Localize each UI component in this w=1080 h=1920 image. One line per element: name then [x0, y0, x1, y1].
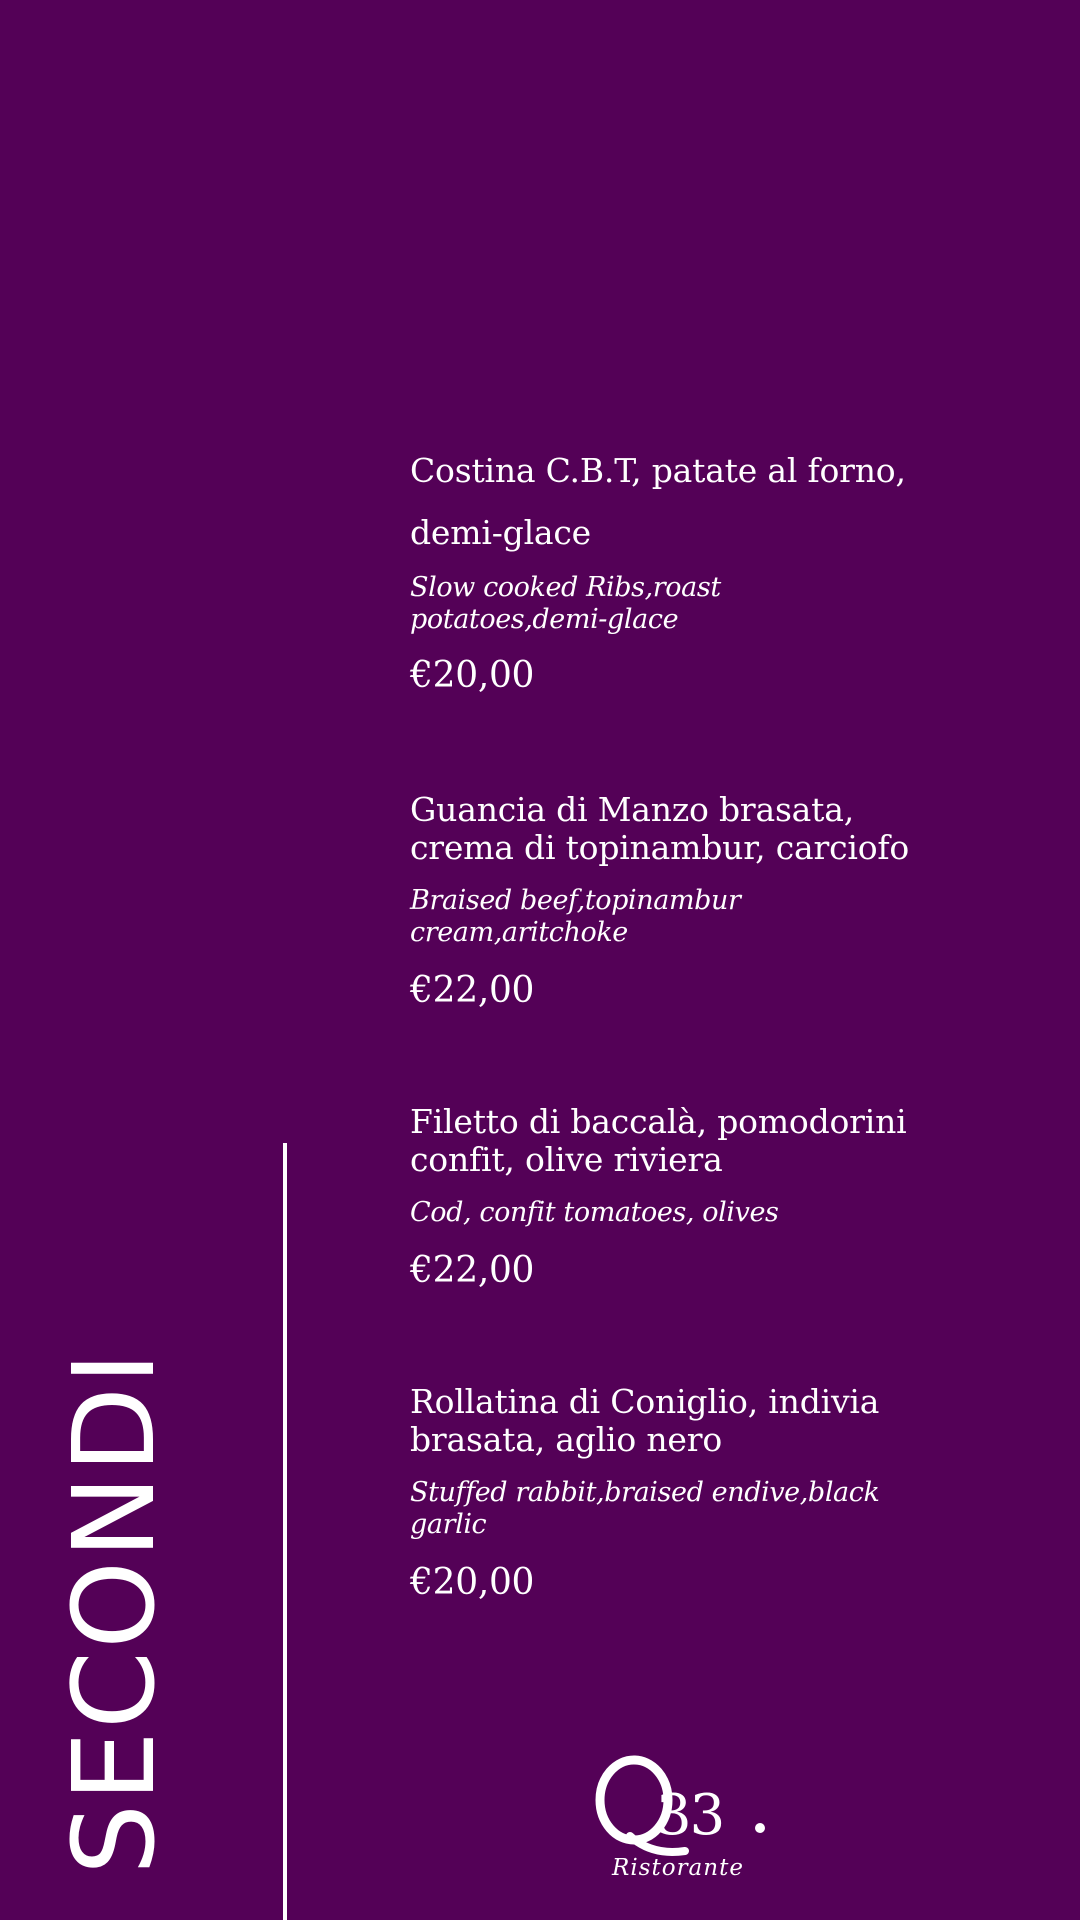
menu-item-title-line: Rollatina di Coniglio, indivia [410, 1382, 880, 1421]
menu-item-description [410, 572, 970, 636]
menu-item-description [410, 1197, 970, 1229]
section-title: SECONDI [50, 1349, 180, 1875]
menu-item-costina [410, 440, 970, 696]
menu-item-description-line: Cod, confit tomatoes, olives [410, 1197, 779, 1228]
menu-item-title-line: confit, olive riviera [410, 1140, 723, 1179]
menu-item-description-line: Braised beef,topinambur [410, 885, 741, 916]
vertical-divider [283, 1143, 287, 1920]
menu-item-price: €20,00 [410, 1562, 535, 1603]
menu-item-rollatina [410, 1383, 970, 1603]
menu-item-filetto [410, 1103, 970, 1291]
menu-item-description [410, 1477, 970, 1541]
menu-item-price: €22,00 [410, 1250, 535, 1291]
menu-item-title-line: demi-glace [410, 513, 592, 552]
menu-item-title-line: Filetto di baccalà, pomodorini [410, 1102, 907, 1141]
menu-item-title [410, 440, 970, 564]
menu-item-description [410, 885, 970, 949]
menu-item-description-line: cream,aritchoke [410, 917, 628, 948]
menu-item-title-line: brasata, aglio nero [410, 1420, 722, 1459]
menu-item-title [410, 791, 970, 867]
q33-logo-icon [590, 1748, 775, 1883]
menu-item-title-line: Guancia di Manzo brasata, [410, 790, 854, 829]
menu-item-title [410, 1383, 970, 1459]
menu-item-description-line: garlic [410, 1509, 487, 1540]
svg-text:Ristorante: Ristorante [612, 1855, 744, 1881]
menu-item-guancia [410, 791, 970, 1011]
svg-text:33: 33 [656, 1783, 724, 1848]
menu-item-description-line: Slow cooked Ribs,roast [410, 572, 721, 603]
menu-item-description-line: potatoes,demi-glace [410, 604, 679, 635]
menu-item-price: €20,00 [410, 655, 535, 696]
restaurant-logo [590, 1748, 775, 1883]
menu-item-title-line: crema di topinambur, carciofo [410, 828, 910, 867]
menu-list [410, 0, 970, 1680]
menu-item-price: €22,00 [410, 970, 535, 1011]
menu-item-title-line: Costina C.B.T, patate al forno, [410, 451, 906, 490]
menu-item-title [410, 1103, 970, 1179]
menu-item-description-line: Stuffed rabbit,braised endive,black [410, 1477, 880, 1508]
